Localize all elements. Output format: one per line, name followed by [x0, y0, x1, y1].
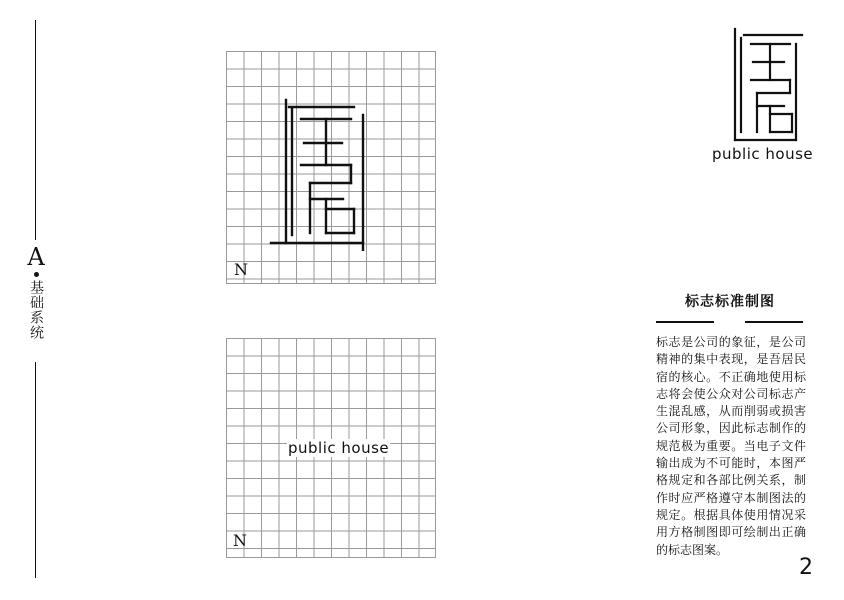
- grid-corner-letter: N: [233, 531, 247, 550]
- grid-wordmark: public house: [288, 439, 390, 457]
- panel-title: 标志标准制图: [685, 294, 775, 310]
- brand-wordmark: public house: [712, 145, 814, 163]
- side-rule-bottom: [35, 362, 36, 578]
- section-letter: A: [27, 243, 45, 271]
- section-label: [22, 244, 50, 340]
- section-title: 基础系统: [28, 280, 44, 340]
- title-rule-right: [745, 321, 803, 323]
- logo-on-grid: [268, 95, 384, 251]
- side-rule-top: [35, 20, 36, 240]
- bullet-dot: [34, 272, 39, 277]
- brand-logo: [724, 26, 808, 144]
- page-number: 2: [799, 555, 813, 580]
- title-rule-left: [656, 321, 714, 323]
- panel-body-text: 标志是公司的象征，是公司精神的集中表现，是吾居民宿的核心。不正确地使用标志将会使公众对公司标志产生混乱感，从而削弱或损害公司形象，因此标志制作的规范极为重要。当电子文件输出成为不可能时，本图严格规定和各部比例关系，制作时应严格遵守本制图法的规定。根据具体使用情况采用方格制图即可绘制出正确的标志图案。: [656, 335, 806, 557]
- grid-corner-letter: N: [234, 260, 248, 279]
